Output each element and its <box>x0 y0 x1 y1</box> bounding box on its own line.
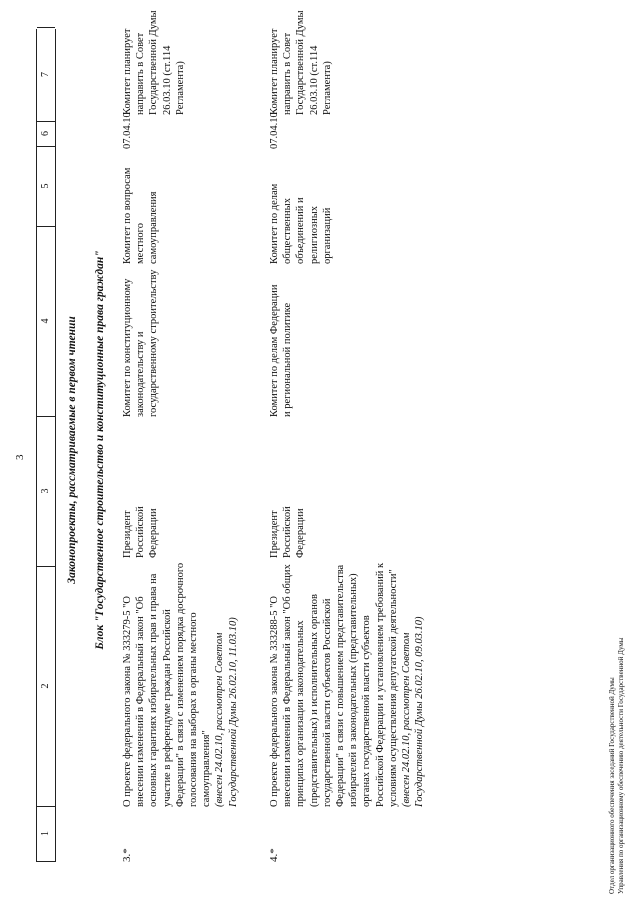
row-number: 4.* <box>268 848 280 862</box>
bill-title: О проекте федерального закона № 333288-5 "О внесении изменений в Федеральный закон "Об общих принципах организации законодательных (представительных) и исполнительных органов государственной власти субъектов Российской Федерации" в связи с повышением представительства избирателей в законодательных (представительных) органах государственной власти субъектов Российской Федерации и установлением требований к условиям осуществления депутатской деятельности" <box>269 562 399 807</box>
column-header-1: 1 <box>37 806 55 862</box>
initiator: Президент Российской Федерации <box>122 506 160 558</box>
footer-line: Управления по организационному обеспечению деятельности Государственной Думы <box>617 637 625 894</box>
bill-status-note: (внесен 24.02.10, рассмотрен Советом Государственной Думы 26.02.10, 09.03.10) <box>401 616 426 807</box>
column-header-row <box>36 29 56 862</box>
deadline-date: 07.04.10 <box>269 112 280 149</box>
column-header-2: 2 <box>37 566 55 807</box>
section-title: Законопроекты, рассматриваемые в первом чтении <box>66 316 78 584</box>
block-title: Блок "Государственное строительство и конституционные права граждан" <box>94 250 106 650</box>
row-number: 3.* <box>121 848 133 862</box>
committee-plan: Комитет планирует направить в Совет Государственной Думы 26.03.10 (ст.114 Регламента) <box>269 10 333 115</box>
footer-line: Отдел организационного обеспечения заседаний Государственной Думы <box>608 677 616 894</box>
responsible-committee: Комитет по конституционному законодательству и государственному строительству <box>122 269 160 417</box>
co-executor-committee: Комитет по вопросам местного самоуправления <box>122 167 160 264</box>
co-executor-committee: Комитет по делам общественных объединений и религиозных организаций <box>269 183 333 264</box>
deadline-date: 07.04.10 <box>122 112 133 149</box>
column-header-3: 3 <box>37 416 55 567</box>
bill-description <box>268 561 426 807</box>
committee-plan: Комитет планирует направить в Совет Государственной Думы 26.03.10 (ст.114 Регламента) <box>122 10 186 115</box>
column-header-7: 7 <box>37 27 55 122</box>
column-header-6: 6 <box>37 121 55 147</box>
responsible-committee: Комитет по делам Федерации и региональной политике <box>269 284 294 417</box>
column-header-5: 5 <box>37 146 55 227</box>
bill-status-note: (внесен 24.02.10, рассмотрен Советом Государственной Думы 26.02.10, 11.03.10) <box>214 617 239 807</box>
bill-title: О проекте федерального закона № 333279-5 "О внесении изменений в Федеральный закон "Об основных гарантиях избирательных прав и права на участие в референдуме граждан Российской Федерации" в связи с изменением порядка досрочного голосования на выборах в органы местного самоуправления" <box>122 562 213 807</box>
bill-description <box>121 561 240 807</box>
initiator: Президент Российской Федерации <box>269 506 307 558</box>
page-number: 3 <box>14 454 26 460</box>
footer-note <box>608 638 626 894</box>
column-header-4: 4 <box>37 226 55 417</box>
